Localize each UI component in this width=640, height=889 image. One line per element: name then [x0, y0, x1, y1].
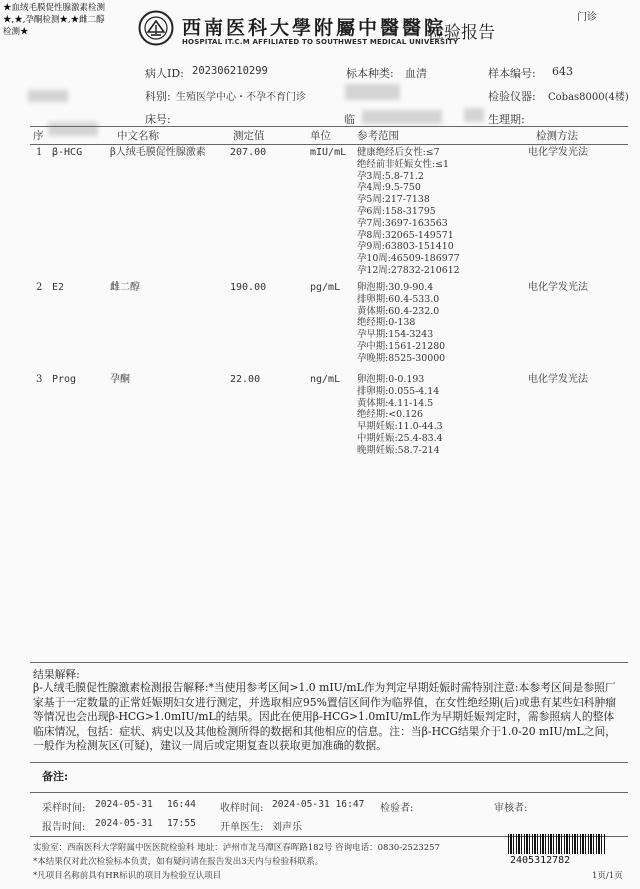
row-ref-range: 健康绝经后女性:≤7 绝经前非妊娠女性:≤1 孕3周:5.8-71.2 孕4周:9.5-750 孕5周:217-7138 孕6周:158-31795 孕7周:3697-163563 孕8周:32065-149571 孕9周:63803-151410 孕10周:46509-186977 孕12周:27832-210612	[357, 147, 460, 276]
col-header-method: 检测方法	[536, 130, 578, 142]
col-header-unit: 单位	[310, 130, 331, 142]
row-name: 雌二醇	[110, 282, 140, 293]
row-unit: ng/mL	[310, 374, 341, 385]
collect-date: 2024-05-31	[95, 799, 153, 810]
row-method: 电化学发光法	[528, 282, 588, 293]
tester-label: 检验者:	[380, 803, 414, 814]
row-method: 电化学发光法	[528, 374, 588, 385]
hospital-name-en: HOSPITAL IT.C.M AFFILIATED TO SOUTHWEST MEDICAL UNIVERSITY	[182, 38, 459, 46]
note-responsibility: *本结果仅对此次检验标本负责，如有疑问请在报告发出3天内与检验科联系。	[33, 857, 324, 867]
redaction-blur	[362, 110, 442, 124]
instrument: Cobas8000(4楼)	[548, 92, 629, 103]
table-header-rule	[30, 144, 628, 145]
redaction-blur	[464, 108, 484, 122]
table-top-rule	[30, 126, 628, 127]
col-header-no: 序	[33, 130, 44, 142]
sample-no-label: 样本编号:	[488, 67, 536, 80]
report-title: 检验报告	[427, 23, 495, 43]
row-unit: pg/mL	[310, 282, 341, 293]
row-code: E2	[52, 282, 65, 293]
note-mutual-recognition: *凡项目名称前具有HR标识的项目为检验互认项目	[33, 871, 222, 881]
test-label-suffix: 检测★	[3, 27, 29, 37]
row-unit: mIU/mL	[310, 147, 347, 158]
redaction-blur	[345, 84, 400, 100]
reviewer-label: 审核者:	[494, 803, 528, 814]
row-name: β人绒毛膜促性腺激素	[110, 147, 206, 158]
row-value: 207.00	[230, 147, 267, 158]
report-date: 2024-05-31	[95, 818, 153, 829]
interpretation-text: β-人绒毛膜促性腺激素检测报告解释:*当使用参考区间>1.0 mIU/mL作为判定早期妊娠时需特别注意:本参考区间是参照厂家基于一定数量的正常妊娠期妇女进行测定，并选取相应95%置信区间作为临界值，在女性绝经期(后)或患有某些妇科肿瘤等情况也会出现β-HCG>1.0mIU/mL的结果。因此在使用β-HCG>1.0mIU/mL作为早期妊娠判定时，需参照病人的整体临床情况，包括：症状、病史以及其他检测所得的数据和其他相应的信息。注：当β-HCG结果介于1.0-20 mIU/mL之间，一般作为检测灰区(可疑)，建议一周后或定期复查以获取更加准确的数据。	[33, 681, 617, 753]
interpretation-title: 结果解释:	[33, 668, 80, 681]
row-method: 电化学发光法	[528, 147, 588, 158]
patient-id: 202306210299	[192, 65, 268, 77]
sample-type-label: 标本种类:	[346, 67, 394, 80]
sample-type: 血清	[405, 67, 427, 80]
hospital-logo-icon	[138, 10, 174, 46]
sample-no: 643	[552, 65, 573, 78]
lab-info: 实验室：西南医科大学附属中医医院检验科 地址：泸州市龙马潭区春晖路182号 咨询电话：0830-2523257	[33, 843, 440, 853]
row-code: β-HCG	[52, 147, 83, 158]
report-time: 17:55	[167, 818, 196, 829]
row-name: 孕酮	[110, 374, 130, 385]
physiology-label: 生理期:	[488, 113, 525, 126]
instrument-label: 检验仪器:	[488, 90, 536, 103]
col-header-value: 测定值	[233, 130, 265, 142]
test-label-hcg: ★血绒毛膜促性腺激素检测	[3, 3, 106, 13]
patient-id-label: 病人ID:	[145, 67, 184, 80]
row-no: 1	[36, 147, 43, 158]
row-no: 2	[36, 282, 43, 293]
page-number: 1页/1页	[592, 871, 623, 881]
barcode	[508, 834, 606, 854]
row-ref-range: 卵泡期:0-0.193 排卵期:0.055-4.14 黄体期:4.11-14.5 绝经期:<0.126 早期妊娠:11.0-44.3 中期妊娠:25.4-83.4 晚期妊娠:58.7-214	[357, 374, 443, 456]
receive-time-label: 收样时间:	[220, 803, 264, 814]
dept: 生殖医学中心・不孕不育门诊	[176, 92, 306, 103]
collect-time: 16:44	[167, 799, 196, 810]
receive-datetime: 2024-05-31 16:47	[272, 799, 365, 810]
redaction-blur	[48, 122, 98, 136]
report-time-label: 报告时间:	[42, 822, 86, 833]
collect-time-label: 采样时间:	[42, 803, 86, 814]
col-header-name: 中文名称	[117, 130, 159, 142]
test-label-prog-e2: ★,★,孕酮检测★,★雌二醇	[3, 15, 105, 25]
bed-label: 床号:	[145, 113, 171, 126]
dept-label: 科别:	[145, 90, 171, 103]
remarks-label: 备注:	[42, 770, 69, 783]
clinic-type: 门诊	[577, 12, 597, 23]
footer-top-rule	[30, 792, 628, 793]
hospital-name-cn: 西南医科大學附屬中醫醫院	[182, 17, 447, 39]
remarks-rule	[30, 762, 628, 763]
row-value: 22.00	[230, 374, 261, 385]
barcode-number: 2405312782	[510, 855, 571, 866]
interpretation-rule	[30, 662, 628, 663]
row-ref-range: 卵泡期:30.9-90.4 排卵期:60.4-533.0 黄体期:60.4-232.0 绝经期:0-138 孕早期:154-3243 孕中期:1561-21280 孕晚期:8525-30000	[357, 282, 446, 364]
row-value: 190.00	[230, 282, 267, 293]
lin-label: 临	[344, 113, 355, 126]
doctor-name: 刘声乐	[272, 822, 302, 833]
row-code: Prog	[52, 374, 77, 385]
col-header-ref: 参考范围	[357, 130, 399, 142]
row-no: 3	[36, 374, 43, 385]
redaction-blur	[28, 90, 68, 102]
doctor-label: 开单医生:	[220, 822, 264, 833]
